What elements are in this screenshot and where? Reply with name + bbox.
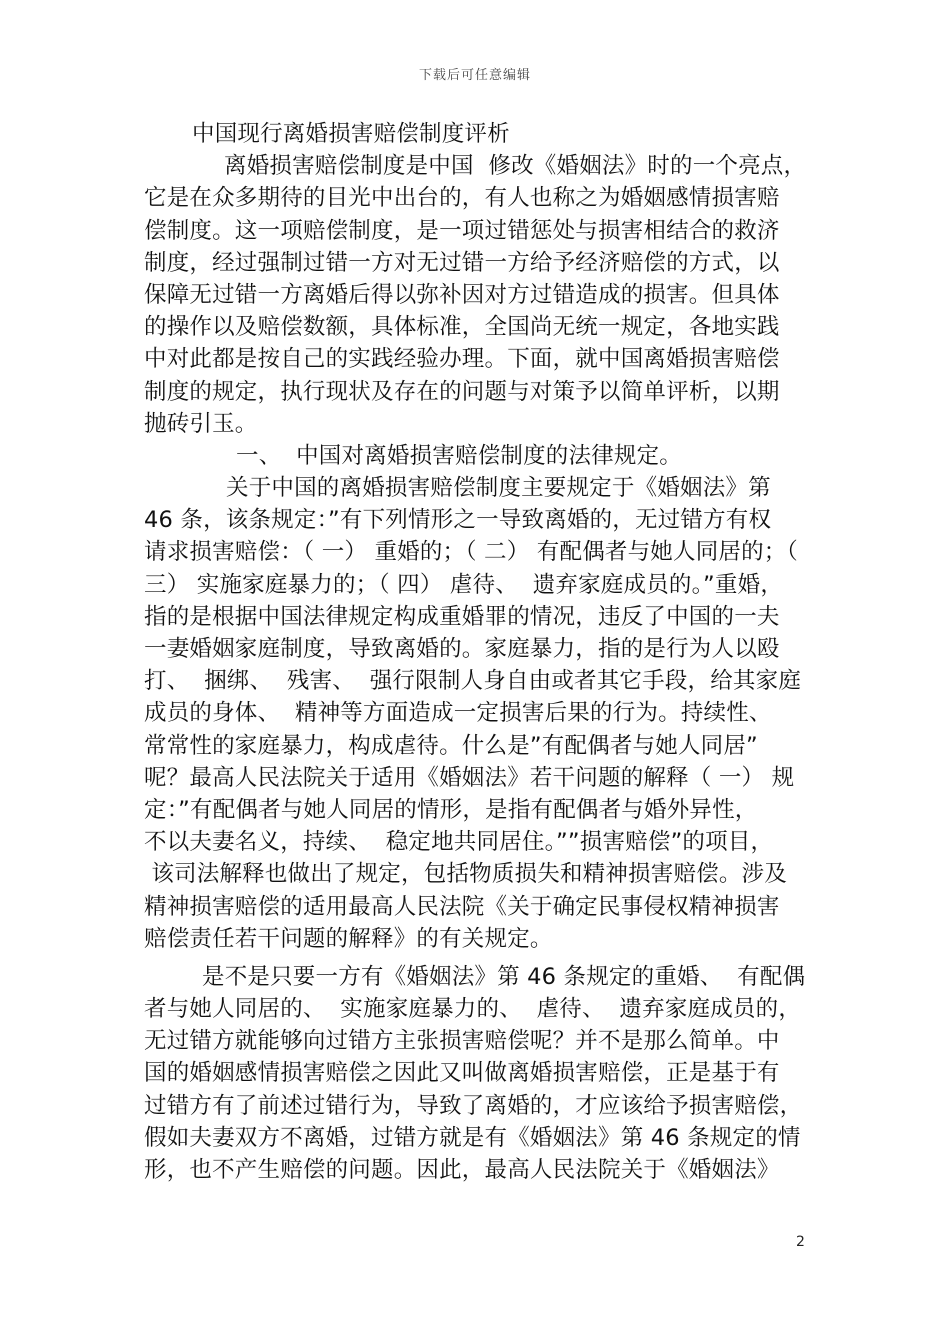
paragraph-line: 制度的规定，执行现状及存在的问题与对策予以简单评析，以期 — [144, 378, 780, 405]
paragraph-line: 中对此都是按自己的实践经验办理。下面，就中国离婚损害赔偿 — [144, 346, 780, 373]
paragraph-line: 是不是只要一方有《婚姻法》第 46 条规定的重婚、 有配偶 — [202, 963, 806, 990]
paragraph-line: 制度，经过强制过错一方对无过错一方给予经济赔偿的方式，以 — [144, 249, 780, 276]
paragraph-line: 呢？最高人民法院关于适用《婚姻法》若干问题的解释（ 一） 规 — [144, 764, 795, 791]
document-title: 中国现行离婚损害赔偿制度评析 — [192, 121, 510, 147]
paragraph-line: 定：”有配偶者与她人同居的情形，是指有配偶者与婚外异性， — [144, 796, 758, 823]
paragraph-3 — [144, 961, 816, 1186]
paragraph-line: 假如夫妻双方不离婚，过错方就是有《婚姻法》第 46 条规定的情 — [144, 1124, 801, 1151]
download-note: 下载后可任意编辑 — [418, 68, 531, 83]
paragraph-line: 请求损害赔偿：（ 一） 重婚的；（ 二） 有配偶者与她人同居的；（ — [144, 539, 798, 566]
paragraph-line: 一妻婚姻家庭制度，导致离婚的。家庭暴力，指的是行为人以殴 — [144, 636, 780, 662]
paragraph-line: 46 条，该条规定：”有下列情形之一导致离婚的，无过错方有权 — [144, 507, 772, 534]
paragraph-line: 关于中国的离婚损害赔偿制度主要规定于《婚姻法》第 — [226, 475, 771, 502]
paragraph-line: 指的是根据中国法律规定构成重婚罪的情况，违反了中国的一夫 — [144, 603, 780, 630]
paragraph-line: 它是在众多期待的目光中出台的，有人也称之为婚姻感情损害赔 — [144, 185, 780, 212]
paragraph-line: 形，也不产生赔偿的问题。因此，最高人民法院关于《婚姻法》 — [144, 1157, 780, 1183]
paragraph-line: 该司法解释也做出了规定，包括物质损失和精神损害赔偿。涉及 — [144, 861, 787, 888]
paragraph-line: 三） 实施家庭暴力的；（ 四） 虐待、 遗弃家庭成员的。”重婚， — [144, 571, 784, 598]
paragraph-2 — [144, 472, 816, 955]
paragraph-line: 国的婚姻感情损害赔偿之因此又叫做离婚损害赔偿，正是基于有 — [144, 1060, 780, 1087]
document-body — [144, 118, 816, 1186]
paragraph-line: 抛砖引玉。 — [144, 410, 258, 437]
paragraph-line: 成员的身体、 精神等方面造成一定损害后果的行为。持续性、 — [144, 700, 772, 727]
paragraph-line: 常常性的家庭暴力，构成虐待。什么是”有配偶者与她人同居” — [144, 732, 758, 759]
paragraph-line: 者与她人同居的、 实施家庭暴力的、 虐待、 遗弃家庭成员的， — [144, 996, 802, 1023]
page-number: 2 — [796, 1234, 805, 1250]
section-heading: 一、 中国对离婚损害赔偿制度的法律规定。 — [236, 442, 683, 469]
paragraph-line: 不以夫妻名义，持续、 稳定地共同居住。””损害赔偿”的项目， — [144, 829, 774, 856]
paragraph-line: 无过错方就能够向过错方主张损害赔偿呢？并不是那么简单。中 — [144, 1028, 780, 1055]
paragraph-1 — [144, 150, 816, 440]
paragraph-line: 赔偿责任若干问题的解释》的有关规定。 — [144, 925, 553, 952]
paragraph-line: 过错方有了前述过错行为，导致了离婚的，才应该给予损害赔偿， — [144, 1092, 803, 1119]
paragraph-line: 保障无过错一方离婚后得以弥补因对方过错造成的损害。但具体 — [144, 281, 780, 308]
paragraph-line: 的操作以及赔偿数额，具体标准，全国尚无统一规定，各地实践 — [144, 314, 780, 341]
paragraph-line: 离婚损害赔偿制度是中国 修改《婚姻法》时的一个亮点， — [224, 153, 807, 180]
paragraph-line: 精神损害赔偿的适用最高人民法院《关于确定民事侵权精神损害 — [144, 893, 780, 920]
paragraph-line: 偿制度。这一项赔偿制度，是一项过错惩处与损害相结合的救济 — [144, 217, 780, 244]
paragraph-line: 打、 捆绑、 残害、 强行限制人身自由或者其它手段，给其家庭 — [144, 668, 802, 695]
